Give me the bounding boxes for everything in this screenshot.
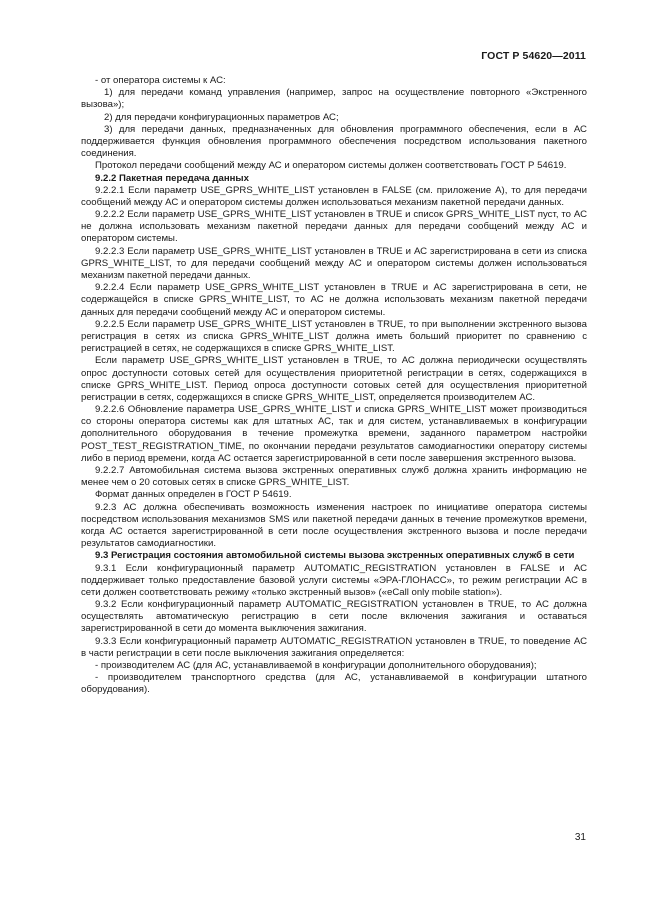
paragraph: 3) для передачи данных, предназначенных для обновления программного обеспечения, если в АС поддерживается функция обновления программного обеспечения посредством использования пакетного соединения. [81,123,587,160]
paragraph: 9.3.1 Если конфигурационный параметр AUTOMATIC_REGISTRATION установлен в FALSE и АС поддерживает только предоставление базовой услуги системы «ЭРА-ГЛОНАСС», то режим регистрации АС в сети должен соответствовать режиму «только экстренный вызов» («eCall only mobile station»). [81,562,587,598]
paragraph: Протокол передачи сообщений между АС и оператором системы должен соответствовать ГОСТ Р 54619. [95,160,567,172]
page-number: 31 [574,832,586,843]
paragraph: 9.2.2.1 Если параметр USE_GPRS_WHITE_LIST установлен в FALSE (см. приложение А), то для передачи сообщений между АС и оператором системы должен использоваться механизм пакетной передачи данных. [81,184,587,208]
paragraph: - производителем транспортного средства (для АС, устанавливаемой в конфигурации штатного оборудования). [81,672,587,696]
paragraph: - от оператора системы к АС: [95,75,226,86]
paragraph: 9.2.3 АС должна обеспечивать возможность изменения настроек по инициативе оператора системы посредством использования механизмов SMS или пакетной передачи данных в течение промежутков времени, когда АС остается зарегистрированной в сети после осуществления экстренного вызова и после передачи результатов самодиагностики. [81,501,587,550]
paragraph: 9.2.2.5 Если параметр USE_GPRS_WHITE_LIST установлен в TRUE, то при выполнении экстренного вызова регистрация в сетях из списка GPRS_WHITE_LIST должна иметь больший приоритет по сравнению с регистрацией в сетях, не содержащихся в списке GPRS_WHITE_LIST. [81,318,587,355]
standard-header: ГОСТ Р 54620—2011 [481,50,586,62]
document-body [81,75,587,697]
paragraph: 9.2.2.4 Если параметр USE_GPRS_WHITE_LIST установлен в TRUE и АС зарегистрирована в сети, не содержащейся в списке GPRS_WHITE_LIST, то АС не должна использовать механизм пакетной передачи данных для передачи сообщений между АС и оператором системы. [81,282,587,318]
paragraph: - производителем АС (для АС, устанавливаемой в конфигурации дополнительного оборудования); [95,660,537,671]
paragraph: 1) для передачи команд управления (например, запрос на осуществление повторного «Экстренного вызова»); [81,87,587,111]
paragraph: 9.2.2.3 Если параметр USE_GPRS_WHITE_LIST установлен в TRUE и АС зарегистрирована в сети из списка GPRS_WHITE_LIST, то для передачи сообщений между АС и оператором системы должен использоваться механизм пакетной передачи данных. [81,245,587,281]
paragraph: 2) для передачи конфигурационных параметров АС; [104,111,339,123]
paragraph: 9.3.3 Если конфигурационный параметр AUTOMATIC_REGISTRATION установлен в TRUE, то поведение АС в части регистрации в сети после выключения зажигания определяется: [81,635,587,659]
paragraph: Если параметр USE_GPRS_WHITE_LIST установлен в TRUE, то АС должна периодически осуществлять опрос доступности сотовых сетей для осуществления приоритетной регистрации в сетях, содержащихся в списке GPRS_WHITE_LIST. Период опроса доступности сотовых сетей для осуществления приоритетной регистрации в сетях, содержащихся в списке GPRS_WHITE_LIST, определяется производителем АС. [81,355,587,403]
section-heading: 9.3 Регистрация состояния автомобильной системы вызова экстренных оперативных служб в сети [95,550,575,562]
paragraph: 9.2.2.6 Обновление параметра USE_GPRS_WHITE_LIST и списка GPRS_WHITE_LIST может производиться со стороны оператора системы как для штатных АС, так и для систем, устанавливаемых в конфигурации дополнительного оборудования в течение промежутка времени, заданного параметром настройки POST_TEST_REGISTRATION_TIME, по окончании передачи результатов самодиагностики оператору системы либо в период времени, когда АС остается зарегистрированной в сети после завершения экстренного вызова. [81,404,587,464]
paragraph: 9.3.2 Если конфигурационный параметр AUTOMATIC_REGISTRATION установлен в TRUE, то АС должна осуществлять автоматическую регистрацию в сети после включения зажигания и оставаться зарегистрированной в сети до момента выключения зажигания. [81,599,587,635]
section-heading: 9.2.2 Пакетная передача данных [95,172,249,184]
paragraph: 9.2.2.7 Автомобильная система вызова экстренных оперативных служб должна хранить информацию не менее чем о 20 сотовых сетях в списке GPRS_WHITE_LIST. [81,465,587,489]
paragraph: 9.2.2.2 Если параметр USE_GPRS_WHITE_LIST установлен в TRUE и список GPRS_WHITE_LIST пуст, то АС не должна использовать механизм пакетной передачи данных для передачи сообщений между АС и оператором системы. [81,209,587,245]
paragraph: Формат данных определен в ГОСТ Р 54619. [95,489,292,501]
